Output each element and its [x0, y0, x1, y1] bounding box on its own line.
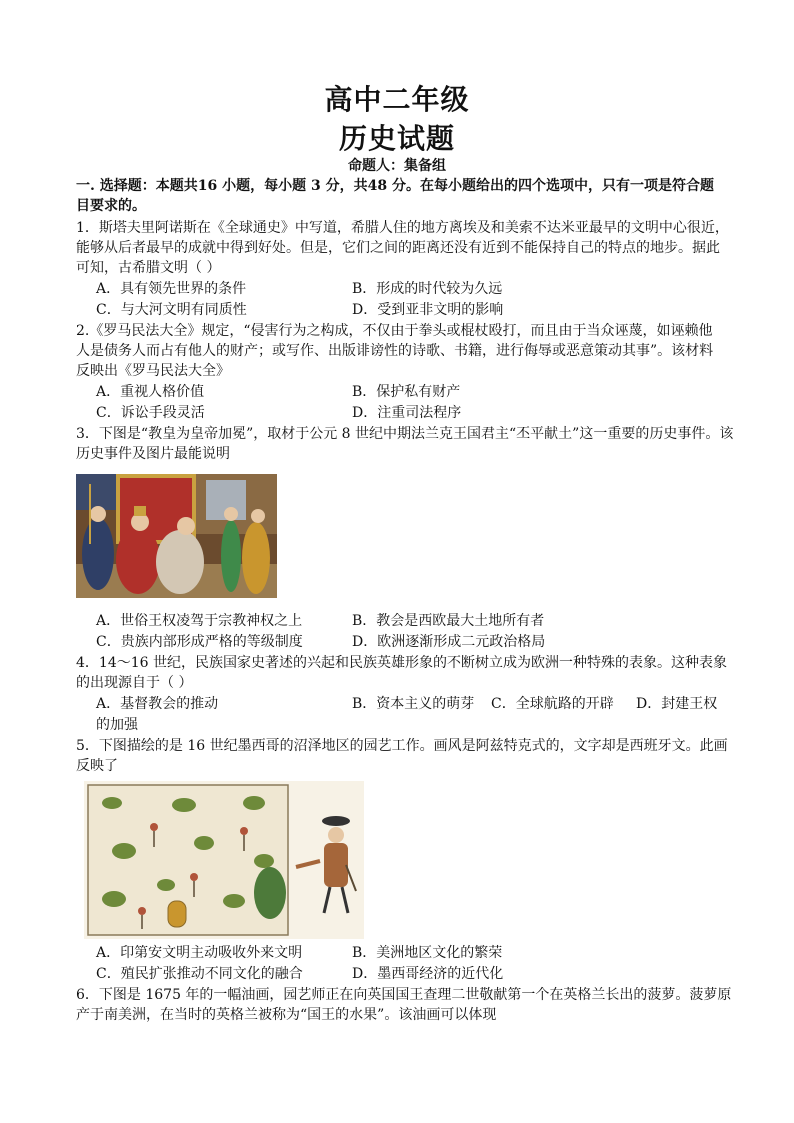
q4-stem-line2: 的出现源自于（ ）: [76, 675, 193, 691]
q3-option-b: B．教会是西欧最大土地所有者: [352, 613, 545, 629]
q4-option-a: A．基督教会的推动: [96, 696, 219, 712]
q4-option-b: B．资本主义的萌芽: [352, 696, 475, 712]
q2-option-a: A．重视人格价值: [96, 384, 205, 400]
q3-option-c: C．贵族内部形成严格的等级制度: [96, 634, 303, 650]
q1-option-b: B．形成的时代较为久远: [352, 281, 503, 297]
q5-option-a: A．印第安文明主动吸收外来文明: [96, 945, 303, 961]
q4-option-d: D．封建王权: [636, 696, 718, 712]
q5-option-c: C．殖民扩张推动不同文化的融合: [96, 966, 303, 982]
q2-stem-line1: 2.《罗马民法大全》规定，“侵害行为之构成，不仅由于拳头或棍杖殴打，而且由于当众诬蔑，如诬赖他: [76, 323, 713, 339]
q1-option-a: A．具有领先世界的条件: [96, 281, 247, 297]
q2-stem-line3: 反映出《罗马民法大全》: [76, 363, 230, 379]
exam-title-subject: 历史试题: [338, 122, 455, 155]
q3-stem-line1: 3．下图是“教皇为皇帝加冕”，取材于公元 8 世纪中期法兰克王国君主“丕平献土”这一重要的历史事件。该: [76, 426, 734, 442]
q6-stem-line1: 6．下图是 1675 年的一幅油画，园艺师正在向英国国王查理二世敬献第一个在英格兰长出的菠萝。菠萝原: [76, 987, 732, 1003]
q4-stem-line1: 4．14～16 世纪，民族国家史著述的兴起和民族英雄形象的不断树立成为欧洲一种特殊的表象。这种表象: [76, 655, 727, 671]
exam-author: 命题人：集备组: [348, 158, 446, 174]
coronation-painting-svg: [76, 474, 277, 598]
q4-option-d-continuation: 的加强: [96, 717, 138, 733]
q3-stem-line2: 历史事件及图片最能说明: [76, 446, 230, 462]
q5-option-d: D．墨西哥经济的近代化: [352, 966, 504, 982]
q2-option-c: C．诉讼手段灵活: [96, 405, 205, 421]
q2-option-d: D．注重司法程序: [352, 405, 462, 421]
q1-option-c: C．与大河文明有同质性: [96, 302, 247, 318]
q1-stem-line1: 1．斯塔夫里阿诺斯在《全球通史》中写道，希腊人住的地方离埃及和美索不达米亚最早的文明中心很近，: [76, 220, 729, 236]
section-instruction-line2: 目要求的。: [76, 198, 146, 214]
aztec-codex-image: [84, 781, 364, 939]
q3-option-d: D．欧洲逐渐形成二元政治格局: [352, 634, 546, 650]
q1-stem-line2: 能够从后者最早的成就中得到好处。但是，它们之间的距离还没有近到不能保持自己的特点的地步。据此: [76, 240, 720, 256]
q2-option-b: B．保护私有财产: [352, 384, 461, 400]
aztec-codex-svg: [84, 781, 364, 939]
q3-option-a: A．世俗王权凌驾于宗教神权之上: [96, 613, 303, 629]
q1-option-d: D．受到亚非文明的影响: [352, 302, 504, 318]
q5-option-b: B．美洲地区文化的繁荣: [352, 945, 503, 961]
q4-option-c: C．全球航路的开辟: [491, 696, 614, 712]
coronation-painting-image: [76, 474, 277, 598]
q2-stem-line2: 人是债务人而占有他人的财产；或写作、出版诽谤性的诗歌、书籍，进行侮辱或恶意策动其事”。该材料: [76, 343, 714, 359]
q1-stem-line3: 可知，古希腊文明（ ）: [76, 260, 221, 276]
q5-stem-line1: 5．下图描绘的是 16 世纪墨西哥的沼泽地区的园艺工作。画风是阿兹特克式的，文字却是西班牙文。此画: [76, 738, 728, 754]
q5-stem-line2: 反映了: [76, 758, 118, 774]
section-instruction-line1: 一. 选择题：本题共16 小题，每小题 3 分，共48 分。在每小题给出的四个选项中，只有一项是符合题: [76, 178, 714, 194]
q6-stem-line2: 产于南美洲，在当时的英格兰被称为“国王的水果”。该油画可以体现: [76, 1007, 497, 1023]
exam-title-grade: 高中二年级: [324, 83, 470, 116]
